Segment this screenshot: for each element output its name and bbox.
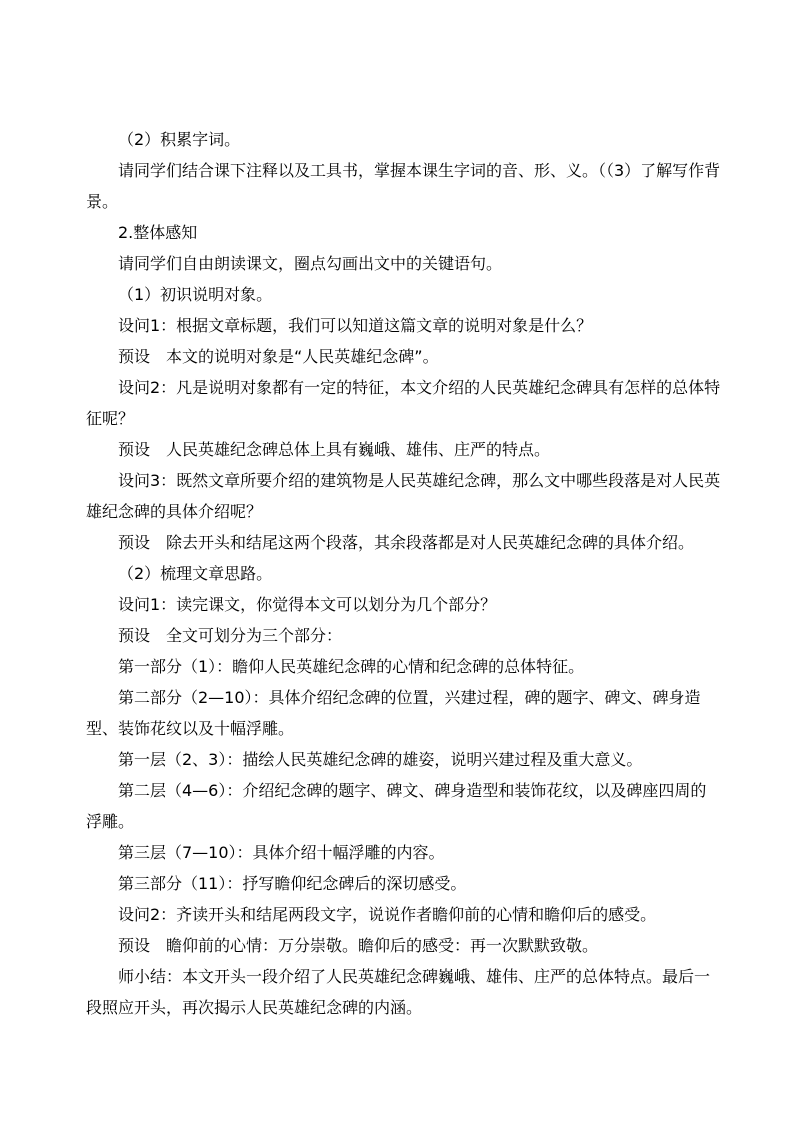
question: 设问2：凡是说明对象都有一定的特征，本文介绍的人民英雄纪念碑具有怎样的总体特征呢？ [86,378,721,428]
answer: 预设 瞻仰前的心情：万分崇敬。瞻仰后的感受：再一次默默致敬。 [118,936,599,955]
answer: 预设 人民英雄纪念碑总体上具有巍峨、雄伟、庄严的特点。 [118,440,551,459]
outline-item: 第三层（7—10）：具体介绍十幅浮雕的内容。 [118,843,445,862]
subheading: （1）初识说明对象。 [118,285,273,304]
paragraph: 请同学们自由朗读课文，圈点勾画出文中的关键语句。 [118,254,503,273]
paragraph: （2）积累字词。 [118,130,241,149]
outline-item: 第一部分（1）：瞻仰人民英雄纪念碑的心情和纪念碑的总体特征。 [118,657,585,676]
question: 设问3：既然文章所要介绍的建筑物是人民英雄纪念碑，那么文中哪些段落是对人民英雄纪念碑的具体介绍呢？ [86,471,721,521]
question: 设问2：齐读开头和结尾两段文字，说说作者瞻仰前的心情和瞻仰后的感受。 [118,905,657,924]
paragraph: 请同学们结合课下注释以及工具书，掌握本课生字词的音、形、义。（（3）了解写作背景。 [86,161,721,211]
subheading: （2）梳理文章思路。 [118,564,273,583]
outline-item: 第二部分（2—10）：具体介绍纪念碑的位置，兴建过程，碑的题字、碑文、碑身造型、装饰花纹以及十幅浮雕。 [86,688,701,738]
question: 设问1：根据文章标题，我们可以知道这篇文章的说明对象是什么？ [118,316,593,335]
outline-item: 第二层（4—6）：介绍纪念碑的题字、碑文、碑身造型和装饰花纹，以及碑座四周的浮雕。 [86,781,707,831]
question: 设问1：读完课文，你觉得本文可以划分为几个部分？ [118,595,497,614]
section-heading: 2.整体感知 [118,223,198,242]
outline-item: 第三部分（11）：抒写瞻仰纪念碑后的深切感受。 [118,874,467,893]
document-body [86,124,722,1023]
summary: 师小结：本文开头一段介绍了人民英雄纪念碑巍峨、雄伟、庄严的总体特点。最后一段照应开头，再次揭示人民英雄纪念碑的内涵。 [86,967,711,1017]
answer: 预设 全文可划分为三个部分： [118,626,343,645]
answer: 预设 除去开头和结尾这两个段落，其余段落都是对人民英雄纪念碑的具体介绍。 [118,533,695,552]
outline-item: 第一层（2、3）：描绘人民英雄纪念碑的雄姿，说明兴建过程及重大意义。 [118,750,643,769]
answer: 预设 本文的说明对象是“人民英雄纪念碑”。 [118,347,439,366]
